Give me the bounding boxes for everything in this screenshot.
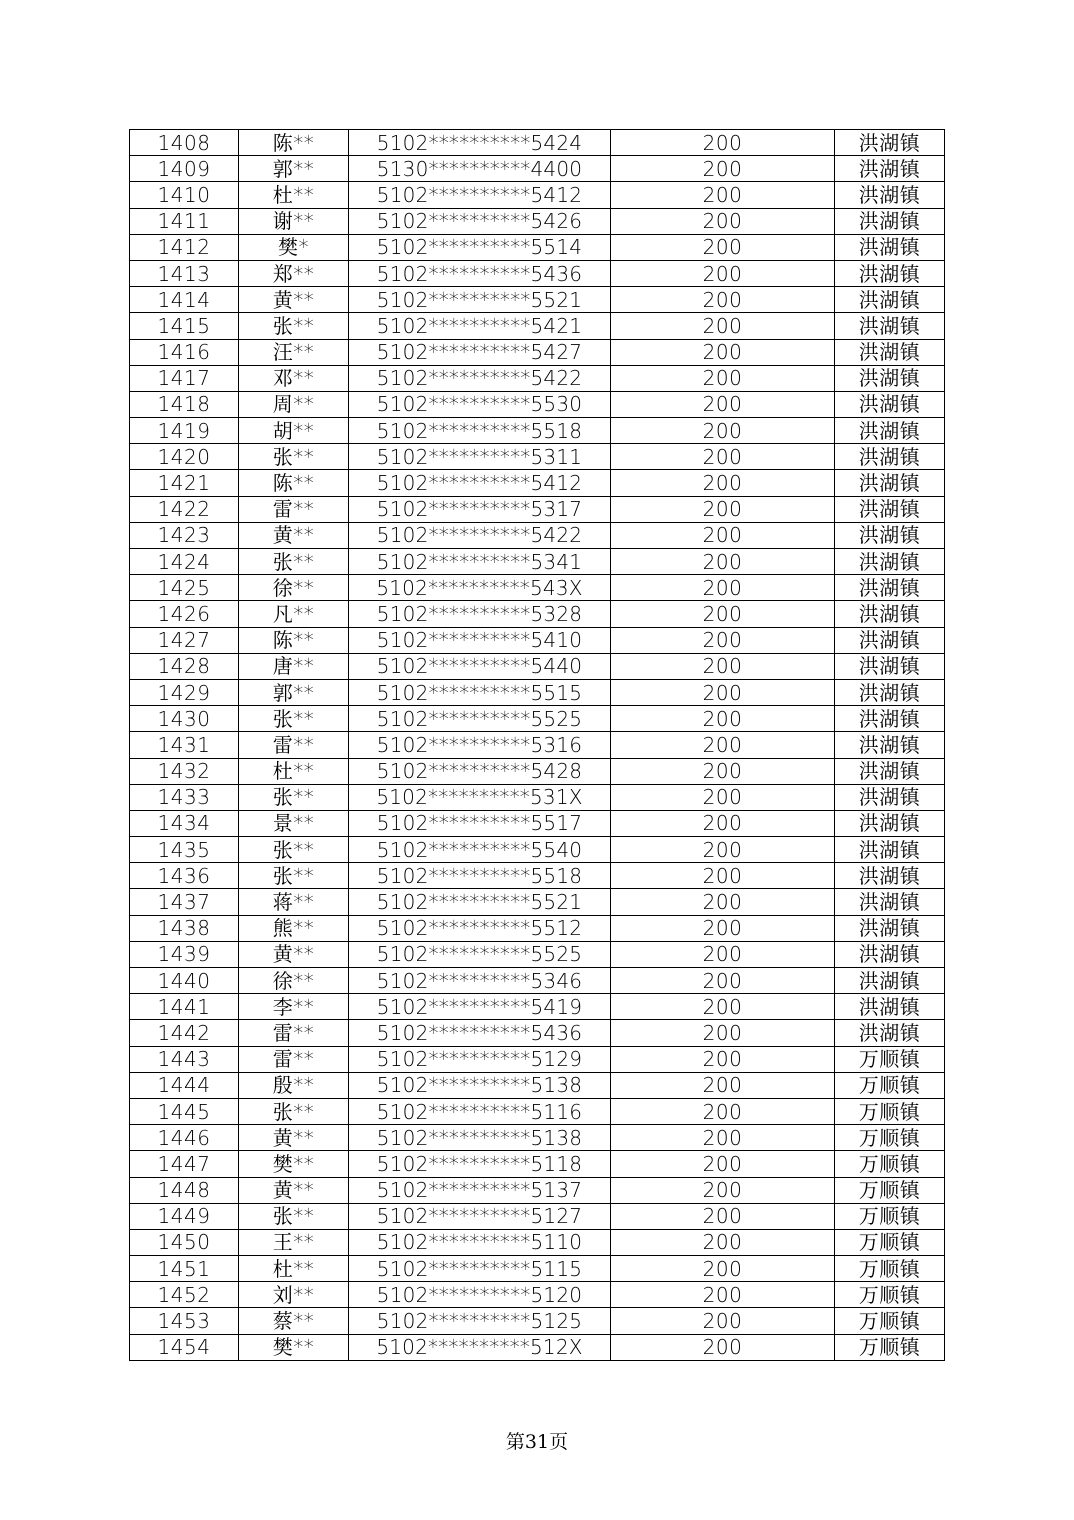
table-row: [130, 208, 945, 234]
id-number-cell: 5102**********5427: [349, 339, 611, 365]
table-row: [130, 863, 945, 889]
town-cell: 洪湖镇: [835, 758, 945, 784]
town-cell: 万顺镇: [835, 1256, 945, 1282]
serial-number-cell: 1435: [130, 837, 239, 863]
table-row: [130, 915, 945, 941]
name-cell: 张**: [239, 444, 349, 470]
serial-number-cell: 1436: [130, 863, 239, 889]
table-row: [130, 1020, 945, 1046]
name-cell: 徐**: [239, 968, 349, 994]
serial-number-cell: 1441: [130, 994, 239, 1020]
id-number-cell: 5102**********5424: [349, 130, 611, 156]
serial-number-cell: 1420: [130, 444, 239, 470]
amount-cell: 200: [611, 1256, 835, 1282]
name-cell: 黄**: [239, 1177, 349, 1203]
amount-cell: 200: [611, 287, 835, 313]
table-row: [130, 418, 945, 444]
serial-number-cell: 1410: [130, 182, 239, 208]
id-number-cell: 5102**********5328: [349, 601, 611, 627]
name-cell: 汪**: [239, 339, 349, 365]
amount-cell: 200: [611, 522, 835, 548]
id-number-cell: 5102**********5410: [349, 627, 611, 653]
amount-cell: 200: [611, 837, 835, 863]
serial-number-cell: 1424: [130, 549, 239, 575]
id-number-cell: 5102**********5110: [349, 1229, 611, 1255]
table-row: [130, 1098, 945, 1124]
serial-number-cell: 1446: [130, 1125, 239, 1151]
name-cell: 周**: [239, 391, 349, 417]
table-row: [130, 758, 945, 784]
id-number-cell: 5102**********5440: [349, 653, 611, 679]
table-row: [130, 339, 945, 365]
name-cell: 杜**: [239, 1256, 349, 1282]
name-cell: 蒋**: [239, 889, 349, 915]
table-row: [130, 156, 945, 182]
name-cell: 雷**: [239, 496, 349, 522]
name-cell: 杜**: [239, 182, 349, 208]
amount-cell: 200: [611, 1203, 835, 1229]
id-number-cell: 5102**********5138: [349, 1072, 611, 1098]
table-row: [130, 679, 945, 705]
table-row: [130, 391, 945, 417]
serial-number-cell: 1421: [130, 470, 239, 496]
table-row: [130, 732, 945, 758]
name-cell: 雷**: [239, 732, 349, 758]
town-cell: 万顺镇: [835, 1177, 945, 1203]
town-cell: 洪湖镇: [835, 889, 945, 915]
name-cell: 胡**: [239, 418, 349, 444]
town-cell: 洪湖镇: [835, 679, 945, 705]
town-cell: 洪湖镇: [835, 444, 945, 470]
id-number-cell: 5102**********5518: [349, 418, 611, 444]
amount-cell: 200: [611, 1072, 835, 1098]
amount-cell: 200: [611, 1098, 835, 1124]
amount-cell: 200: [611, 575, 835, 601]
table-row: [130, 994, 945, 1020]
town-cell: 洪湖镇: [835, 260, 945, 286]
table-row: [130, 968, 945, 994]
amount-cell: 200: [611, 1282, 835, 1308]
amount-cell: 200: [611, 1177, 835, 1203]
amount-cell: 200: [611, 470, 835, 496]
town-cell: 万顺镇: [835, 1229, 945, 1255]
amount-cell: 200: [611, 1046, 835, 1072]
name-cell: 黄**: [239, 287, 349, 313]
name-cell: 张**: [239, 1203, 349, 1229]
table-row: [130, 549, 945, 575]
amount-cell: 200: [611, 627, 835, 653]
amount-cell: 200: [611, 994, 835, 1020]
roster-table: [129, 129, 945, 1361]
town-cell: 洪湖镇: [835, 549, 945, 575]
serial-number-cell: 1414: [130, 287, 239, 313]
table-row: [130, 706, 945, 732]
id-number-cell: 5130**********4400: [349, 156, 611, 182]
town-cell: 万顺镇: [835, 1098, 945, 1124]
name-cell: 张**: [239, 1098, 349, 1124]
name-cell: 熊**: [239, 915, 349, 941]
serial-number-cell: 1429: [130, 679, 239, 705]
name-cell: 张**: [239, 313, 349, 339]
town-cell: 洪湖镇: [835, 208, 945, 234]
amount-cell: 200: [611, 549, 835, 575]
amount-cell: 200: [611, 418, 835, 444]
table-row: [130, 496, 945, 522]
id-number-cell: 5102**********5515: [349, 679, 611, 705]
table-row: [130, 1256, 945, 1282]
id-number-cell: 5102**********5426: [349, 208, 611, 234]
serial-number-cell: 1433: [130, 784, 239, 810]
amount-cell: 200: [611, 601, 835, 627]
town-cell: 洪湖镇: [835, 784, 945, 810]
id-number-cell: 5102**********531X: [349, 784, 611, 810]
town-cell: 洪湖镇: [835, 234, 945, 260]
town-cell: 洪湖镇: [835, 391, 945, 417]
table-row: [130, 601, 945, 627]
serial-number-cell: 1452: [130, 1282, 239, 1308]
town-cell: 洪湖镇: [835, 1020, 945, 1046]
id-number-cell: 5102**********5436: [349, 1020, 611, 1046]
table-row: [130, 784, 945, 810]
id-number-cell: 5102**********5518: [349, 863, 611, 889]
amount-cell: 200: [611, 889, 835, 915]
serial-number-cell: 1426: [130, 601, 239, 627]
name-cell: 张**: [239, 837, 349, 863]
town-cell: 洪湖镇: [835, 418, 945, 444]
id-number-cell: 5102**********5115: [349, 1256, 611, 1282]
table-row: [130, 1125, 945, 1151]
serial-number-cell: 1448: [130, 1177, 239, 1203]
name-cell: 陈**: [239, 470, 349, 496]
name-cell: 凡**: [239, 601, 349, 627]
amount-cell: 200: [611, 679, 835, 705]
table-row: [130, 1229, 945, 1255]
id-number-cell: 5102**********5138: [349, 1125, 611, 1151]
table-row: [130, 575, 945, 601]
town-cell: 洪湖镇: [835, 627, 945, 653]
amount-cell: 200: [611, 1125, 835, 1151]
serial-number-cell: 1408: [130, 130, 239, 156]
table-row: [130, 941, 945, 967]
town-cell: 洪湖镇: [835, 968, 945, 994]
amount-cell: 200: [611, 260, 835, 286]
id-number-cell: 5102**********5120: [349, 1282, 611, 1308]
amount-cell: 200: [611, 1020, 835, 1046]
id-number-cell: 5102**********5118: [349, 1151, 611, 1177]
name-cell: 黄**: [239, 522, 349, 548]
name-cell: 杜**: [239, 758, 349, 784]
table-row: [130, 313, 945, 339]
town-cell: 洪湖镇: [835, 941, 945, 967]
name-cell: 郭**: [239, 156, 349, 182]
id-number-cell: 5102**********5341: [349, 549, 611, 575]
name-cell: 蔡**: [239, 1308, 349, 1334]
town-cell: 万顺镇: [835, 1334, 945, 1360]
town-cell: 洪湖镇: [835, 732, 945, 758]
id-number-cell: 5102**********5428: [349, 758, 611, 784]
serial-number-cell: 1416: [130, 339, 239, 365]
table-row: [130, 260, 945, 286]
amount-cell: 200: [611, 941, 835, 967]
serial-number-cell: 1438: [130, 915, 239, 941]
town-cell: 洪湖镇: [835, 313, 945, 339]
id-number-cell: 5102**********5422: [349, 522, 611, 548]
id-number-cell: 5102**********512X: [349, 1334, 611, 1360]
id-number-cell: 5102**********5137: [349, 1177, 611, 1203]
amount-cell: 200: [611, 208, 835, 234]
amount-cell: 200: [611, 1308, 835, 1334]
id-number-cell: 5102**********5436: [349, 260, 611, 286]
town-cell: 万顺镇: [835, 1308, 945, 1334]
amount-cell: 200: [611, 182, 835, 208]
town-cell: 洪湖镇: [835, 365, 945, 391]
serial-number-cell: 1417: [130, 365, 239, 391]
name-cell: 雷**: [239, 1020, 349, 1046]
serial-number-cell: 1442: [130, 1020, 239, 1046]
id-number-cell: 5102**********5311: [349, 444, 611, 470]
town-cell: 洪湖镇: [835, 287, 945, 313]
town-cell: 万顺镇: [835, 1046, 945, 1072]
name-cell: 樊**: [239, 1151, 349, 1177]
serial-number-cell: 1422: [130, 496, 239, 522]
name-cell: 李**: [239, 994, 349, 1020]
amount-cell: 200: [611, 1334, 835, 1360]
serial-number-cell: 1432: [130, 758, 239, 784]
table-row: [130, 365, 945, 391]
amount-cell: 200: [611, 968, 835, 994]
name-cell: 郭**: [239, 679, 349, 705]
serial-number-cell: 1415: [130, 313, 239, 339]
name-cell: 郑**: [239, 260, 349, 286]
id-number-cell: 5102**********5512: [349, 915, 611, 941]
name-cell: 张**: [239, 784, 349, 810]
table-row: [130, 1151, 945, 1177]
table-row: [130, 627, 945, 653]
serial-number-cell: 1447: [130, 1151, 239, 1177]
id-number-cell: 5102**********5346: [349, 968, 611, 994]
town-cell: 洪湖镇: [835, 706, 945, 732]
serial-number-cell: 1413: [130, 260, 239, 286]
roster-table-body: [130, 130, 945, 1361]
id-number-cell: 5102**********5116: [349, 1098, 611, 1124]
amount-cell: 200: [611, 156, 835, 182]
amount-cell: 200: [611, 444, 835, 470]
town-cell: 洪湖镇: [835, 601, 945, 627]
table-row: [130, 889, 945, 915]
id-number-cell: 5102**********5127: [349, 1203, 611, 1229]
town-cell: 洪湖镇: [835, 182, 945, 208]
town-cell: 洪湖镇: [835, 522, 945, 548]
town-cell: 洪湖镇: [835, 994, 945, 1020]
serial-number-cell: 1411: [130, 208, 239, 234]
town-cell: 洪湖镇: [835, 156, 945, 182]
table-row: [130, 287, 945, 313]
id-number-cell: 5102**********5517: [349, 810, 611, 836]
serial-number-cell: 1419: [130, 418, 239, 444]
table-row: [130, 1072, 945, 1098]
id-number-cell: 5102**********5521: [349, 287, 611, 313]
id-number-cell: 5102**********5317: [349, 496, 611, 522]
id-number-cell: 5102**********5316: [349, 732, 611, 758]
serial-number-cell: 1454: [130, 1334, 239, 1360]
serial-number-cell: 1427: [130, 627, 239, 653]
name-cell: 景**: [239, 810, 349, 836]
name-cell: 陈**: [239, 627, 349, 653]
town-cell: 万顺镇: [835, 1203, 945, 1229]
id-number-cell: 5102**********5412: [349, 182, 611, 208]
name-cell: 樊*: [239, 234, 349, 260]
amount-cell: 200: [611, 732, 835, 758]
name-cell: 唐**: [239, 653, 349, 679]
name-cell: 张**: [239, 863, 349, 889]
name-cell: 刘**: [239, 1282, 349, 1308]
town-cell: 洪湖镇: [835, 575, 945, 601]
name-cell: 王**: [239, 1229, 349, 1255]
amount-cell: 200: [611, 339, 835, 365]
serial-number-cell: 1425: [130, 575, 239, 601]
id-number-cell: 5102**********5521: [349, 889, 611, 915]
amount-cell: 200: [611, 915, 835, 941]
name-cell: 邓**: [239, 365, 349, 391]
table-row: [130, 1334, 945, 1360]
amount-cell: 200: [611, 1151, 835, 1177]
serial-number-cell: 1412: [130, 234, 239, 260]
amount-cell: 200: [611, 391, 835, 417]
amount-cell: 200: [611, 653, 835, 679]
amount-cell: 200: [611, 313, 835, 339]
name-cell: 谢**: [239, 208, 349, 234]
amount-cell: 200: [611, 365, 835, 391]
name-cell: 殷**: [239, 1072, 349, 1098]
serial-number-cell: 1430: [130, 706, 239, 732]
serial-number-cell: 1449: [130, 1203, 239, 1229]
id-number-cell: 5102**********5525: [349, 706, 611, 732]
town-cell: 洪湖镇: [835, 837, 945, 863]
serial-number-cell: 1445: [130, 1098, 239, 1124]
town-cell: 洪湖镇: [835, 810, 945, 836]
serial-number-cell: 1439: [130, 941, 239, 967]
amount-cell: 200: [611, 706, 835, 732]
amount-cell: 200: [611, 784, 835, 810]
town-cell: 洪湖镇: [835, 915, 945, 941]
serial-number-cell: 1437: [130, 889, 239, 915]
table-row: [130, 522, 945, 548]
name-cell: 黄**: [239, 941, 349, 967]
id-number-cell: 5102**********5419: [349, 994, 611, 1020]
town-cell: 洪湖镇: [835, 863, 945, 889]
town-cell: 万顺镇: [835, 1151, 945, 1177]
name-cell: 徐**: [239, 575, 349, 601]
serial-number-cell: 1443: [130, 1046, 239, 1072]
name-cell: 张**: [239, 549, 349, 575]
table-row: [130, 837, 945, 863]
name-cell: 雷**: [239, 1046, 349, 1072]
name-cell: 张**: [239, 706, 349, 732]
id-number-cell: 5102**********5129: [349, 1046, 611, 1072]
table-row: [130, 130, 945, 156]
serial-number-cell: 1444: [130, 1072, 239, 1098]
table-row: [130, 810, 945, 836]
amount-cell: 200: [611, 758, 835, 784]
serial-number-cell: 1451: [130, 1256, 239, 1282]
table-row: [130, 234, 945, 260]
town-cell: 洪湖镇: [835, 496, 945, 522]
serial-number-cell: 1434: [130, 810, 239, 836]
table-row: [130, 444, 945, 470]
serial-number-cell: 1409: [130, 156, 239, 182]
serial-number-cell: 1431: [130, 732, 239, 758]
serial-number-cell: 1418: [130, 391, 239, 417]
table-row: [130, 1308, 945, 1334]
id-number-cell: 5102**********5422: [349, 365, 611, 391]
town-cell: 洪湖镇: [835, 339, 945, 365]
table-row: [130, 182, 945, 208]
name-cell: 陈**: [239, 130, 349, 156]
town-cell: 洪湖镇: [835, 130, 945, 156]
id-number-cell: 5102**********5540: [349, 837, 611, 863]
table-row: [130, 1282, 945, 1308]
serial-number-cell: 1440: [130, 968, 239, 994]
town-cell: 万顺镇: [835, 1072, 945, 1098]
amount-cell: 200: [611, 234, 835, 260]
town-cell: 洪湖镇: [835, 653, 945, 679]
serial-number-cell: 1428: [130, 653, 239, 679]
table-row: [130, 653, 945, 679]
id-number-cell: 5102**********5530: [349, 391, 611, 417]
id-number-cell: 5102**********543X: [349, 575, 611, 601]
amount-cell: 200: [611, 130, 835, 156]
serial-number-cell: 1453: [130, 1308, 239, 1334]
amount-cell: 200: [611, 810, 835, 836]
town-cell: 万顺镇: [835, 1125, 945, 1151]
amount-cell: 200: [611, 496, 835, 522]
id-number-cell: 5102**********5421: [349, 313, 611, 339]
id-number-cell: 5102**********5525: [349, 941, 611, 967]
amount-cell: 200: [611, 863, 835, 889]
town-cell: 万顺镇: [835, 1282, 945, 1308]
serial-number-cell: 1423: [130, 522, 239, 548]
id-number-cell: 5102**********5412: [349, 470, 611, 496]
table-row: [130, 470, 945, 496]
serial-number-cell: 1450: [130, 1229, 239, 1255]
page-number: 第31页: [505, 1431, 569, 1453]
table-row: [130, 1177, 945, 1203]
table-row: [130, 1203, 945, 1229]
table-row: [130, 1046, 945, 1072]
name-cell: 樊**: [239, 1334, 349, 1360]
id-number-cell: 5102**********5125: [349, 1308, 611, 1334]
name-cell: 黄**: [239, 1125, 349, 1151]
id-number-cell: 5102**********5514: [349, 234, 611, 260]
amount-cell: 200: [611, 1229, 835, 1255]
town-cell: 洪湖镇: [835, 470, 945, 496]
